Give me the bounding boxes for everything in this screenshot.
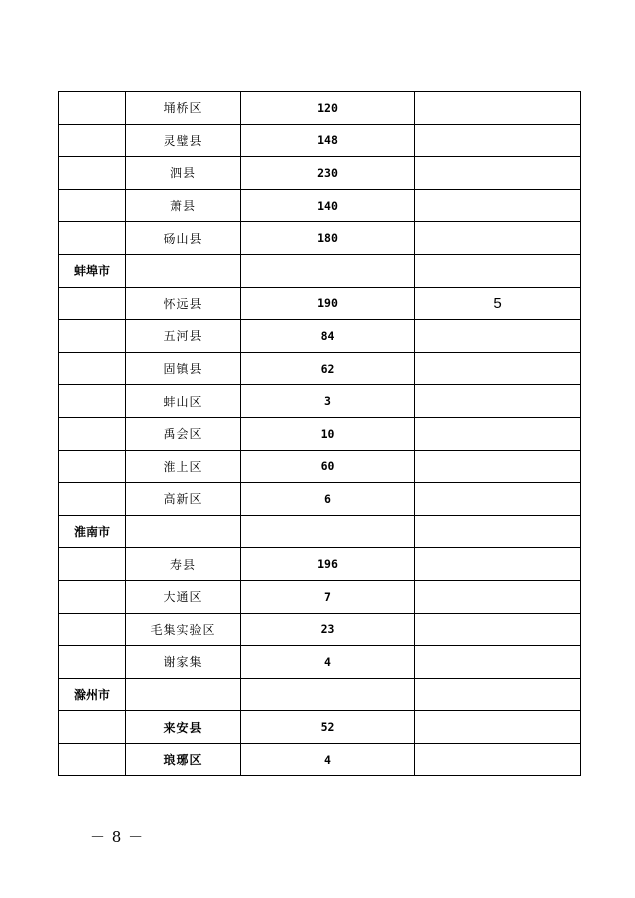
extra-cell [415,548,581,581]
extra-cell: 5 [415,287,581,320]
value-cell [241,515,415,548]
extra-cell [415,222,581,255]
table-row [59,711,581,744]
city-cell: 蚌埠市 [59,254,126,287]
value-cell: 4 [241,743,415,776]
value-cell: 23 [241,613,415,646]
city-cell [59,124,126,157]
value-cell: 62 [241,352,415,385]
extra-cell [415,385,581,418]
value-cell: 148 [241,124,415,157]
county-cell [126,515,241,548]
city-cell [59,711,126,744]
table-row [59,613,581,646]
value-cell: 7 [241,580,415,613]
table-row [59,646,581,679]
table-row [59,483,581,516]
data-table [58,91,581,776]
value-cell: 140 [241,189,415,222]
city-cell [59,646,126,679]
extra-cell [415,613,581,646]
table-row [59,124,581,157]
extra-cell [415,743,581,776]
county-cell: 来安县 [126,711,241,744]
extra-cell [415,515,581,548]
table-row [59,320,581,353]
city-cell: 滁州市 [59,678,126,711]
city-cell [59,352,126,385]
county-cell: 泗县 [126,157,241,190]
table-row [59,580,581,613]
table-row [59,548,581,581]
city-cell [59,450,126,483]
city-cell: 淮南市 [59,515,126,548]
value-cell: 196 [241,548,415,581]
table-row [59,254,581,287]
county-cell: 五河县 [126,320,241,353]
county-cell: 淮上区 [126,450,241,483]
city-cell [59,743,126,776]
value-cell: 6 [241,483,415,516]
city-cell [59,222,126,255]
table-row [59,157,581,190]
county-cell [126,678,241,711]
table-body [59,92,581,776]
value-cell: 60 [241,450,415,483]
table-row [59,92,581,125]
table-row [59,450,581,483]
county-cell: 大通区 [126,580,241,613]
county-cell: 固镇县 [126,352,241,385]
city-cell [59,157,126,190]
county-cell [126,254,241,287]
extra-cell [415,254,581,287]
value-cell: 120 [241,92,415,125]
county-cell: 高新区 [126,483,241,516]
table-row [59,222,581,255]
county-cell: 砀山县 [126,222,241,255]
city-cell [59,613,126,646]
city-cell [59,320,126,353]
extra-cell [415,352,581,385]
extra-cell [415,92,581,125]
extra-cell [415,450,581,483]
extra-cell [415,483,581,516]
value-cell: 52 [241,711,415,744]
value-cell: 230 [241,157,415,190]
city-cell [59,483,126,516]
city-cell [59,417,126,450]
county-cell: 毛集实验区 [126,613,241,646]
extra-cell [415,678,581,711]
county-cell: 禹会区 [126,417,241,450]
value-cell: 84 [241,320,415,353]
county-cell: 怀远县 [126,287,241,320]
city-cell [59,385,126,418]
city-cell [59,580,126,613]
table-row [59,287,581,320]
county-cell: 埇桥区 [126,92,241,125]
county-cell: 琅琊区 [126,743,241,776]
extra-cell [415,646,581,679]
page-number: － 8 － [90,828,145,846]
table-row [59,189,581,222]
value-cell [241,254,415,287]
county-cell: 萧县 [126,189,241,222]
county-cell: 蚌山区 [126,385,241,418]
extra-cell [415,580,581,613]
value-cell: 190 [241,287,415,320]
extra-cell [415,320,581,353]
value-cell: 10 [241,417,415,450]
table-row [59,352,581,385]
extra-cell [415,157,581,190]
extra-cell [415,711,581,744]
county-cell: 谢家集 [126,646,241,679]
extra-cell [415,417,581,450]
value-cell: 180 [241,222,415,255]
extra-cell [415,189,581,222]
value-cell [241,678,415,711]
table-row [59,385,581,418]
table-row [59,678,581,711]
city-cell [59,92,126,125]
city-cell [59,189,126,222]
table-row [59,743,581,776]
value-cell: 3 [241,385,415,418]
city-cell [59,287,126,320]
county-cell: 灵璧县 [126,124,241,157]
value-cell: 4 [241,646,415,679]
extra-cell [415,124,581,157]
city-cell [59,548,126,581]
table-row [59,417,581,450]
table-row [59,515,581,548]
county-cell: 寿县 [126,548,241,581]
